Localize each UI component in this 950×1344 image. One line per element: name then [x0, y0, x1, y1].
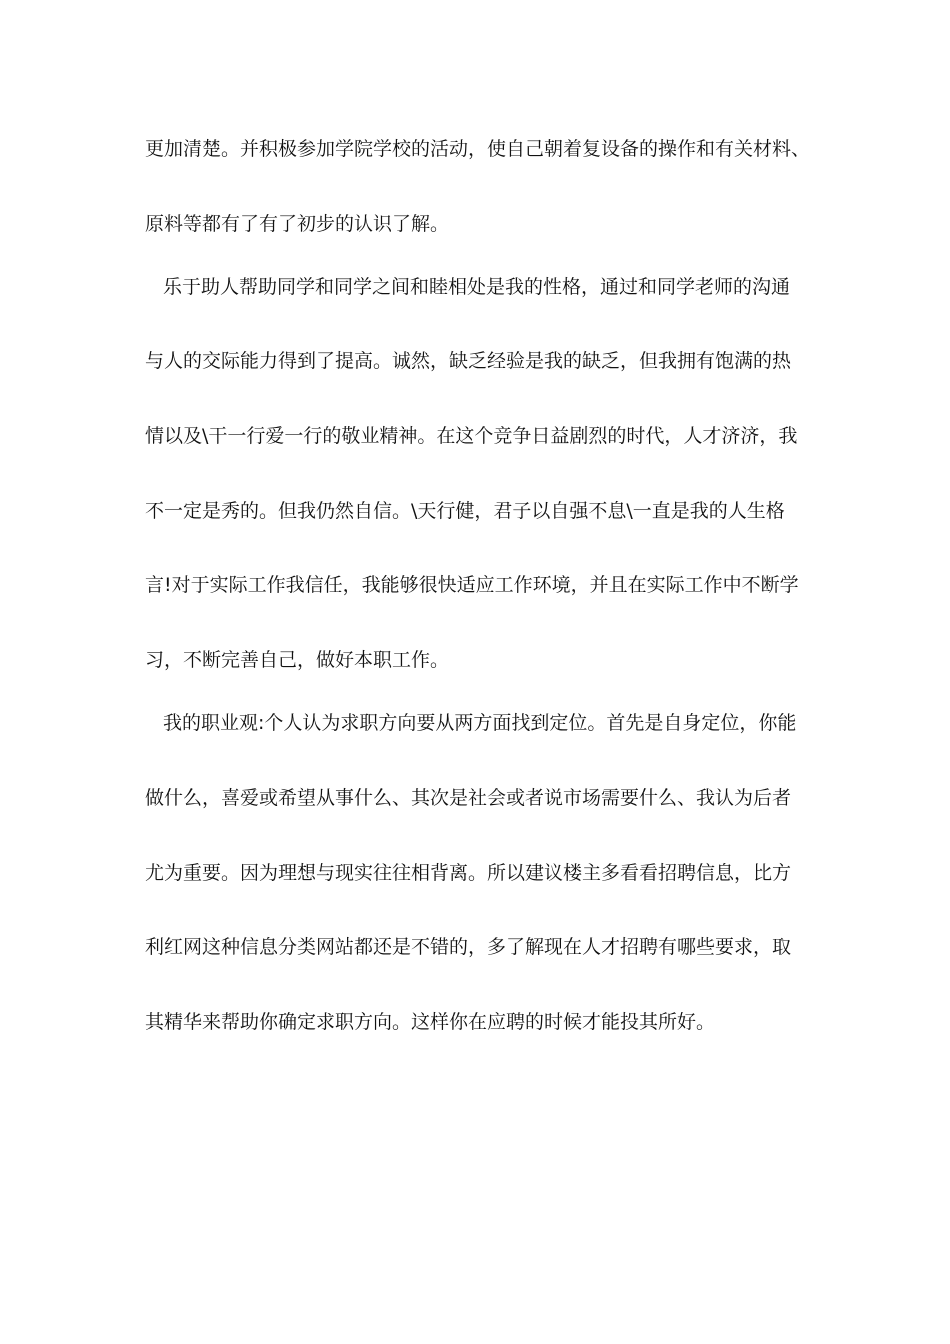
text-line: 习，不断完善自己，做好本职工作。	[145, 649, 450, 671]
text-line: 情以及\干一行爱一行的敬业精神。在这个竞争日益剧烈的时代，人才济济，我	[145, 425, 798, 447]
text-line: 其精华来帮助你确定求职方向。这样你在应聘的时候才能投其所好。	[145, 1011, 716, 1033]
paragraph-start-line: 我的职业观:个人认为求职方向要从两方面找到定位。首先是自身定位，你能	[163, 712, 797, 734]
text-line: 做什么，喜爱或希望从事什么、其次是社会或者说市场需要什么、我认为后者	[145, 787, 792, 809]
text-line: 不一定是秀的。但我仍然自信。\天行健，君子以自强不息\一直是我的人生格	[145, 500, 785, 522]
text-line: 利红网这种信息分类网站都还是不错的，多了解现在人才招聘有哪些要求，取	[145, 936, 792, 958]
text-line: 更加清楚。并积极参加学院学校的活动，使自己朝着复设备的操作和有关材料、	[145, 138, 811, 160]
paragraph-start-line: 乐于助人帮助同学和同学之间和睦相处是我的性格，通过和同学老师的沟通	[163, 276, 791, 298]
text-line: 尤为重要。因为理想与现实往往相背离。所以建议楼主多看看招聘信息，比方	[145, 862, 792, 884]
text-line: 言!对于实际工作我信任，我能够很快适应工作环境，并且在实际工作中不断学	[145, 574, 799, 596]
text-line: 与人的交际能力得到了提高。诚然，缺乏经验是我的缺乏，但我拥有饱满的热	[145, 350, 792, 372]
text-line: 原料等都有了有了初步的认识了解。	[145, 213, 450, 235]
